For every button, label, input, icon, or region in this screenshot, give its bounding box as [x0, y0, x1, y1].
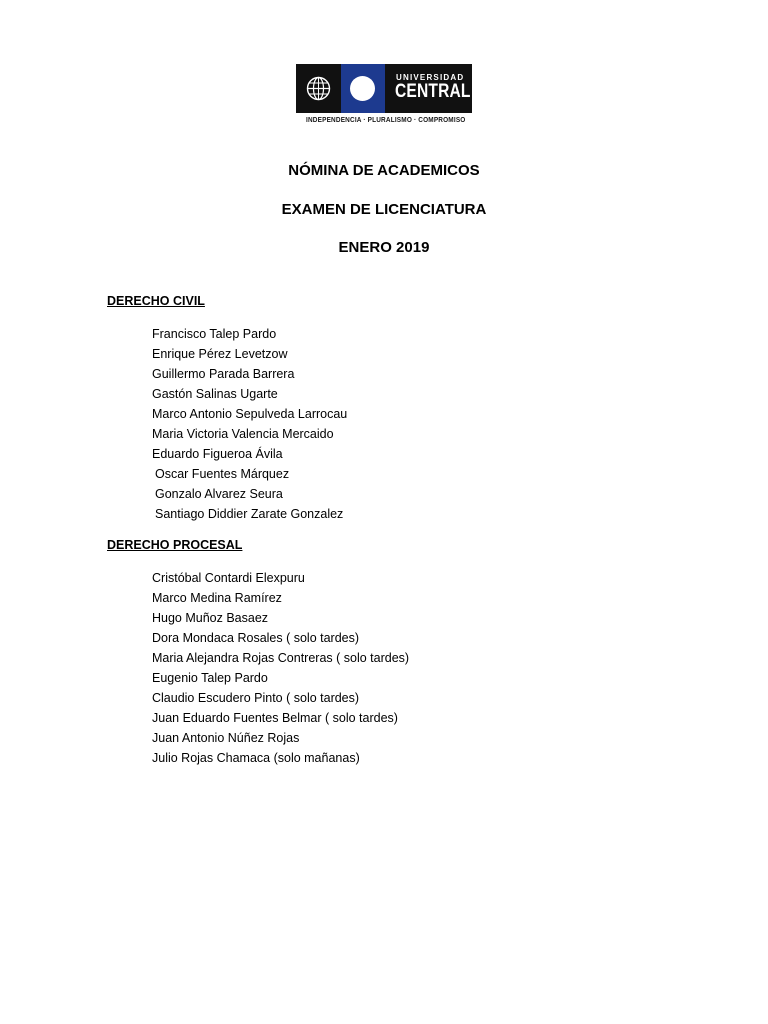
- item-name: Maria Alejandra Rojas Contreras ( solo tardes): [152, 651, 410, 665]
- item-name: Eduardo Figueroa Ávila: [152, 447, 283, 461]
- item-name: Oscar Fuentes Márquez: [155, 467, 290, 481]
- item-name: Cristóbal Contardi Elexpuru: [152, 571, 305, 585]
- document-date: ENERO 2019: [338, 239, 430, 256]
- section-title-civil: DERECHO CIVIL: [107, 294, 205, 308]
- item-name: Gastón Salinas Ugarte: [152, 387, 278, 401]
- item-name: Dora Mondaca Rosales ( solo tardes): [152, 631, 360, 645]
- item-name: Julio Rojas Chamaca (solo mañanas): [152, 751, 360, 765]
- document-title: NÓMINA DE ACADEMICOS: [288, 162, 480, 179]
- item-name: Marco Medina Ramírez: [152, 591, 282, 605]
- university-logo: [296, 64, 472, 126]
- item-name: Claudio Escudero Pinto ( solo tardes): [152, 691, 360, 705]
- item-name: Juan Antonio Núñez Rojas: [152, 731, 300, 745]
- section-title-procesal: DERECHO PROCESAL: [107, 538, 243, 552]
- item-name: Juan Eduardo Fuentes Belmar ( solo tardes): [152, 711, 398, 725]
- item-name: Francisco Talep Pardo: [152, 327, 277, 341]
- globe-icon: [296, 64, 341, 113]
- logo-banner: [296, 64, 472, 113]
- logo-motto: INDEPENDENCIA · PLURALISMO · COMPROMISO: [306, 115, 466, 124]
- item-name: Gonzalo Alvarez Seura: [155, 487, 283, 501]
- logo-wordmark: [385, 64, 472, 113]
- item-name: Guillermo Parada Barrera: [152, 367, 295, 381]
- item-name: Marco Antonio Sepulveda Larrocau: [152, 407, 348, 421]
- item-name: Maria Victoria Valencia Mercaido: [152, 427, 334, 441]
- document-subtitle: EXAMEN DE LICENCIATURA: [281, 201, 487, 218]
- circle-mark-icon: [341, 64, 385, 113]
- item-name: Eugenio Talep Pardo: [152, 671, 268, 685]
- item-name: Santiago Diddier Zarate Gonzalez: [155, 507, 344, 521]
- logo-university-label: UNIVERSIDAD: [396, 73, 465, 82]
- logo-brand-name: CENTRAL: [395, 81, 471, 102]
- item-name: Enrique Pérez Levetzow: [152, 347, 288, 361]
- item-name: Hugo Muñoz Basaez: [152, 611, 269, 625]
